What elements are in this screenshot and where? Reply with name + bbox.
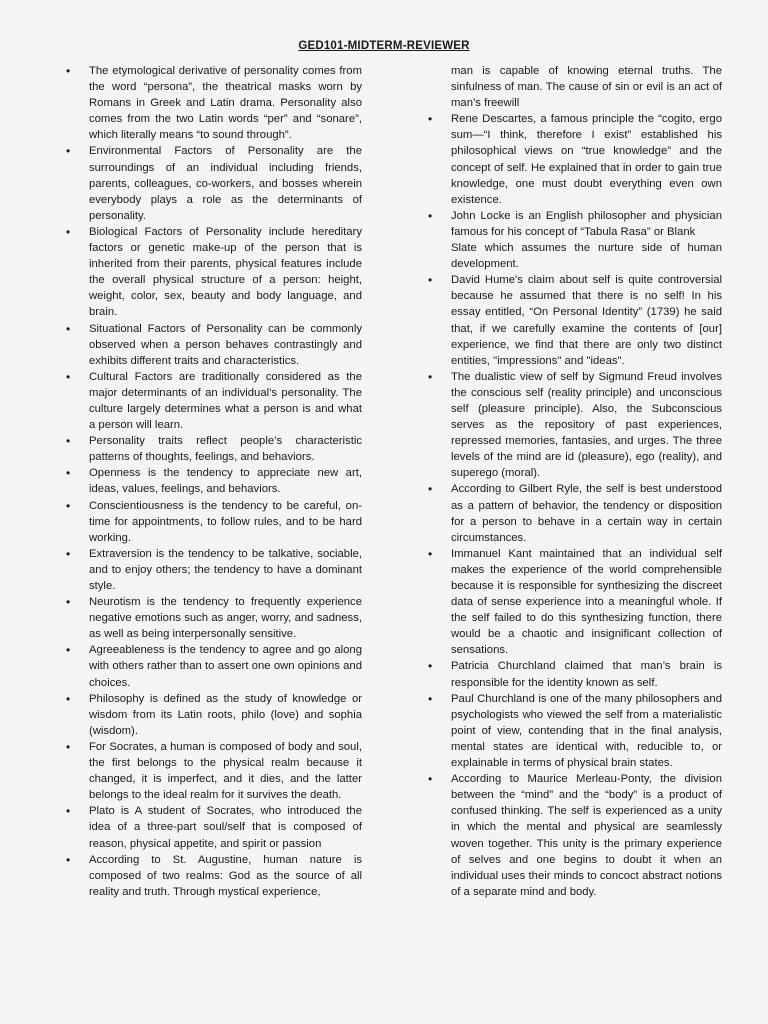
bullet-item: • Immanuel Kant maintained that an individual self makes the experience of the world comprehensible because it is responsible for synthesizing the discreet data of sense experience into a meaningful whole. If the self failed to do this synthesizing function, there would be a chaotic and insignificant collection of sensations. bbox=[428, 546, 722, 659]
bullet-item: • Cultural Factors are traditionally considered as the major determinants of an individual’s personality. The culture largely determines what a person is and what a person will learn. bbox=[66, 369, 362, 433]
left-column bbox=[66, 63, 362, 900]
bullet-item: • Patricia Churchland claimed that man’s brain is responsible for the identity known as self. bbox=[428, 658, 722, 690]
bullet-item: • According to Gilbert Ryle, the self is best understood as a pattern of behavior, the tendency or disposition for a person to behave in a certain way in certain circumstances. bbox=[428, 481, 722, 545]
bullet-item: • David Hume's claim about self is quite controversial because he assumed that there is no self! In his essay entitled, “On Personal Identity” (1739) he said that, if we carefully examine the contents of [our] experience, we find that there are only two distinct entities, "impressions" and "ideas". bbox=[428, 272, 722, 369]
bullet-item: • Environmental Factors of Personality are the surroundings of an individual including friends, parents, colleagues, co-workers, and bosses wherein everybody plays a role as the determinants of personality. bbox=[66, 143, 362, 223]
bullet-item: • For Socrates, a human is composed of body and soul, the first belongs to the physical realm because it changed, it is imperfect, and it dies, and the latter belongs to the ideal realm for it survives the death. bbox=[66, 739, 362, 803]
bullet-item: • Neurotism is the tendency to frequently experience negative emotions such as anger, worry, and sadness, as well as being interpersonally sensitive. bbox=[66, 594, 362, 642]
bullet-item: • Personality traits reflect people’s characteristic patterns of thoughts, feelings, and behaviors. bbox=[66, 433, 362, 465]
locke-extra-text: Slate which assumes the nurture side of human development. bbox=[451, 242, 722, 271]
bullet-item: • Plato is A student of Socrates, who introduced the idea of a three-part soul/self that is composed of reason, physical appetite, and spirit or passion bbox=[66, 803, 362, 851]
bullet-item: • Paul Churchland is one of the many philosophers and psychologists who viewed the self from a materialistic point of view, contending that in the final analysis, mental states are identical with, reducible to, or explainable in terms of physical brain states. bbox=[428, 691, 722, 771]
bullet-item: • The etymological derivative of personality comes from the word “persona”, the theatrical masks worn by Romans in Greek and Latin drama. Personality also comes from the two Latin words “per” and “sonare”, which literally means “to sound through”. bbox=[66, 63, 362, 143]
bullet-item: • Extraversion is the tendency to be talkative, sociable, and to enjoy others; the tendency to have a dominant style. bbox=[66, 546, 362, 594]
page-title: GED101-MIDTERM-REVIEWER bbox=[298, 40, 470, 52]
bullet-item: • According to St. Augustine, human nature is composed of two realms: God as the source of all reality and truth. Through mystical experience, bbox=[66, 852, 362, 900]
right-column bbox=[428, 63, 722, 900]
bullet-item: • Agreeableness is the tendency to agree and go along with others rather than to assert one own opinions and choices. bbox=[66, 642, 362, 690]
bullet-item: • Rene Descartes, a famous principle the “cogito, ergo sum—“I think, therefore I exist” established his philosophical views on “true knowledge” and the concept of self. He explained that in order to gain true knowledge, one must doubt everything even own existence. bbox=[428, 111, 722, 208]
bullet-item: • Situational Factors of Personality can be commonly observed when a person behaves contrastingly and exhibits different traits and characteristics. bbox=[66, 321, 362, 369]
continued-paragraph: man is capable of knowing eternal truths. The sinfulness of man. The cause of sin or evil is an act of man’s freewill bbox=[451, 65, 722, 110]
bullet-item: • Conscientiousness is the tendency to be careful, on-time for appointments, to follow rules, and to be hard working. bbox=[66, 498, 362, 546]
locke-text: • John Locke is an English philosopher and physician famous for his concept of “Tabula Rasa” or Blank bbox=[451, 209, 722, 238]
bullet-item: • Philosophy is defined as the study of knowledge or wisdom from its Latin roots, philo (love) and sophia (wisdom). bbox=[66, 691, 362, 739]
bullet-item: • The dualistic view of self by Sigmund Freud involves the conscious self (reality principle) and unconscious self (pleasure principle). Also, the Subconscious serves as the repository of past experiences, repressed memories, fantasies, and urges. The three levels of the mind are id (pleasure), ego (reality), and superego (moral). bbox=[428, 369, 722, 482]
bullet-item: • Openness is the tendency to appreciate new art, ideas, values, feelings, and behaviors. bbox=[66, 465, 362, 497]
bullet-item: • According to Maurice Merleau-Ponty, the division between the “mind” and the “body” is a product of confused thinking. The self is experienced as a unity in which the mental and physical are seamlessly woven together. This unity is the primary experience of selves and one begins to doubt it when an individual uses their minds to concoct abstract notions of a separate mind and body. bbox=[428, 771, 722, 900]
bullet-item: • Biological Factors of Personality include hereditary factors or genetic make-up of the person that is inherited from their parents, physical features include the overall physical structure of a person: height, weight, color, sex, beauty and body language, and brain. bbox=[66, 224, 362, 321]
bullet-item-locke bbox=[428, 208, 722, 272]
